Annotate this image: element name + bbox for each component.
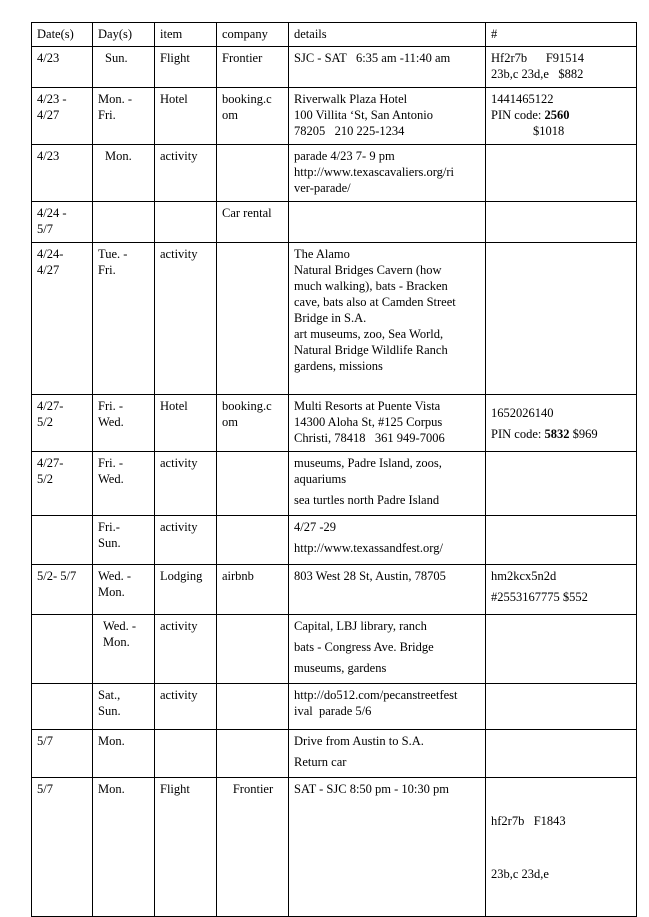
cell-day: Sun. — [93, 47, 155, 88]
table-row — [32, 88, 637, 145]
header-ref: # — [486, 23, 637, 47]
cell-ref: 1652026140 PIN code: 5832 $969 — [486, 395, 637, 452]
cell-item: Hotel — [155, 88, 217, 145]
table-row — [32, 202, 637, 243]
cell-ref — [486, 243, 637, 395]
cell-details: SAT - SJC 8:50 pm - 10:30 pm — [289, 778, 486, 917]
table-row — [32, 47, 637, 88]
cell-date — [32, 615, 93, 684]
cell-company: booking.c om — [217, 88, 289, 145]
cell-company — [217, 516, 289, 565]
pin-code: 5832 — [544, 427, 570, 441]
cell-day: Mon. — [93, 730, 155, 778]
cell-company: Frontier — [217, 47, 289, 88]
cell-ref — [486, 684, 637, 730]
cell-ref: 1441465122 PIN code: 2560 $1018 — [486, 88, 637, 145]
cell-item: activity — [155, 684, 217, 730]
table-row — [32, 684, 637, 730]
cell-ref: hm2kcx5n2d #2553167775 $552 — [486, 565, 637, 615]
cell-details: 4/27 -29 http://www.texassandfest.org/ — [289, 516, 486, 565]
table-row — [32, 615, 637, 684]
cell-details: Riverwalk Plaza Hotel 100 Villita ‘St, San Antonio 78205 210 225-1234 — [289, 88, 486, 145]
cell-details: 803 West 28 St, Austin, 78705 — [289, 565, 486, 615]
cell-company: Frontier — [217, 778, 289, 917]
cell-ref: Hf2r7b F91514 23b,c 23d,e $882 — [486, 47, 637, 88]
table-row — [32, 243, 637, 395]
cell-day: Sat., Sun. — [93, 684, 155, 730]
cell-company — [217, 243, 289, 395]
cell-day: Tue. - Fri. — [93, 243, 155, 395]
header-company: company — [217, 23, 289, 47]
header-item: item — [155, 23, 217, 47]
table-row — [32, 516, 637, 565]
cell-details: Multi Resorts at Puente Vista 14300 Aloha St, #125 Corpus Christi, 78418 361 949-7006 — [289, 395, 486, 452]
header-row — [32, 23, 637, 47]
cell-item: Hotel — [155, 395, 217, 452]
cell-details: The Alamo Natural Bridges Cavern (how much walking), bats - Bracken cave, bats also at Camden Street Bridge in S.A. art museums, zoo, Sea World, Natural Bridge Wildlife Ranch gardens, missions — [289, 243, 486, 395]
cell-day: Mon. - Fri. — [93, 88, 155, 145]
cell-day: Mon. — [93, 778, 155, 917]
cell-company: booking.c om — [217, 395, 289, 452]
cell-item: Flight — [155, 778, 217, 917]
cell-details: Drive from Austin to S.A. Return car — [289, 730, 486, 778]
table-row — [32, 730, 637, 778]
cell-date: 4/23 — [32, 47, 93, 88]
cell-details: http://do512.com/pecanstreetfest ival parade 5/6 — [289, 684, 486, 730]
cell-ref — [486, 452, 637, 516]
cell-ref — [486, 202, 637, 243]
cell-date: 4/24- 4/27 — [32, 243, 93, 395]
cell-item: Flight — [155, 47, 217, 88]
cell-item: activity — [155, 452, 217, 516]
cell-date — [32, 516, 93, 565]
cell-day: Mon. — [93, 145, 155, 202]
cell-date: 5/7 — [32, 778, 93, 917]
cell-date: 4/23 - 4/27 — [32, 88, 93, 145]
cell-date — [32, 684, 93, 730]
cell-company — [217, 730, 289, 778]
cell-day — [93, 202, 155, 243]
cell-company: airbnb — [217, 565, 289, 615]
cell-date: 4/27- 5/2 — [32, 395, 93, 452]
cell-date: 5/2- 5/7 — [32, 565, 93, 615]
cell-day: Wed. - Mon. — [93, 615, 155, 684]
cell-day: Fri.- Sun. — [93, 516, 155, 565]
cell-company — [217, 615, 289, 684]
cell-item — [155, 730, 217, 778]
cell-details: Capital, LBJ library, ranch bats - Congress Ave. Bridge museums, gardens — [289, 615, 486, 684]
cell-company — [217, 684, 289, 730]
cell-date: 5/7 — [32, 730, 93, 778]
pin-code: 2560 — [544, 108, 570, 122]
cell-item: activity — [155, 516, 217, 565]
cell-ref — [486, 516, 637, 565]
table-row — [32, 565, 637, 615]
cell-day: Wed. - Mon. — [93, 565, 155, 615]
table-row — [32, 145, 637, 202]
cell-item: activity — [155, 145, 217, 202]
cell-ref — [486, 615, 637, 684]
cell-company: Car rental — [217, 202, 289, 243]
table-row — [32, 452, 637, 516]
cell-day: Fri. - Wed. — [93, 395, 155, 452]
cell-item: activity — [155, 615, 217, 684]
cell-company — [217, 452, 289, 516]
cell-company — [217, 145, 289, 202]
cell-date: 4/27- 5/2 — [32, 452, 93, 516]
cell-item: activity — [155, 243, 217, 395]
cell-details: parade 4/23 7- 9 pm http://www.texascavaliers.org/ri ver-parade/ — [289, 145, 486, 202]
header-details: details — [289, 23, 486, 47]
header-day: Day(s) — [93, 23, 155, 47]
itinerary-table — [31, 22, 637, 917]
table-row — [32, 395, 637, 452]
table-row — [32, 778, 637, 917]
cell-details: museums, Padre Island, zoos, aquariums sea turtles north Padre Island — [289, 452, 486, 516]
cell-ref — [486, 730, 637, 778]
cell-date: 4/23 — [32, 145, 93, 202]
cell-day: Fri. - Wed. — [93, 452, 155, 516]
cell-ref: hf2r7b F1843 23b,c 23d,e — [486, 778, 637, 917]
cell-item: Lodging — [155, 565, 217, 615]
cell-date: 4/24 - 5/7 — [32, 202, 93, 243]
cell-ref — [486, 145, 637, 202]
cell-item — [155, 202, 217, 243]
header-date: Date(s) — [32, 23, 93, 47]
cell-details — [289, 202, 486, 243]
cell-details: SJC - SAT 6:35 am -11:40 am — [289, 47, 486, 88]
